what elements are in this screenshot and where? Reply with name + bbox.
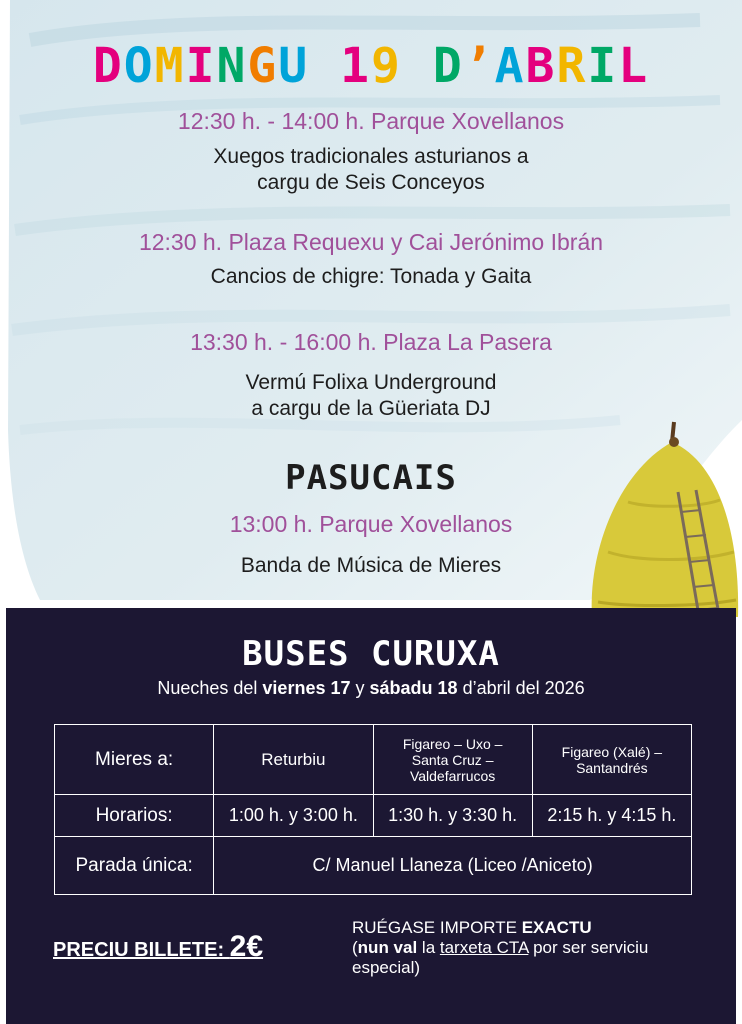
title-letter: O bbox=[123, 38, 155, 94]
event-2-name: Cancios de chigre bbox=[210, 265, 379, 288]
pasucais-description: Banda de Música de Mieres bbox=[240, 554, 502, 577]
title-letter: B bbox=[525, 38, 557, 94]
note-exact: EXACTU bbox=[521, 918, 592, 937]
buses-subtitle-friday: viernes 17 bbox=[262, 678, 351, 698]
title-letter: 9 bbox=[371, 38, 402, 94]
table-cell: 1:00 h. y 3:00 h. bbox=[214, 795, 373, 837]
buses-subtitle-saturday: sábadu 18 bbox=[369, 678, 458, 698]
table-cell: Horarios: bbox=[55, 795, 214, 837]
table-cell: Figareo – Uxo – Santa Cruz – Valdefarrucos bbox=[373, 725, 532, 795]
table-cell: Returbiu bbox=[214, 725, 373, 795]
event-2-desc-rest: : Tonada y Gaita bbox=[378, 265, 532, 288]
title-letter: D bbox=[432, 38, 464, 94]
note-part: RUÉGASE IMPORTE bbox=[352, 918, 522, 937]
event-1-desc-line2: cargu de Seis Conceyos bbox=[257, 171, 485, 194]
ticket-price-label: PRECIU BILLETE: bbox=[53, 939, 230, 961]
buses-subtitle-year: d’abril del 2026 bbox=[457, 678, 585, 698]
title-letter: L bbox=[618, 38, 650, 94]
table-cell: 1:30 h. y 3:30 h. bbox=[373, 795, 532, 837]
page-title bbox=[0, 38, 742, 94]
table-row bbox=[55, 725, 692, 795]
ticket-price bbox=[53, 930, 263, 964]
pasucais-title: PASUCAIS bbox=[285, 458, 457, 498]
event-1-description bbox=[0, 144, 742, 196]
buses-subtitle-a: Nueches del bbox=[157, 678, 263, 698]
title-letter: N bbox=[216, 38, 248, 94]
event-2-description bbox=[0, 264, 742, 290]
note-not-valid: nun val bbox=[357, 938, 418, 957]
table-row bbox=[55, 795, 692, 837]
note-part: ( bbox=[352, 938, 358, 957]
title-letter: M bbox=[154, 38, 186, 94]
note-card-name: tarxeta CTA bbox=[439, 938, 529, 957]
buses-subtitle-and: y bbox=[350, 678, 370, 698]
event-3-schedule: 13:30 h. - 16:00 h. Plaza La Pasera bbox=[190, 329, 552, 355]
table-cell: Parada única: bbox=[55, 837, 214, 895]
note-part: la bbox=[417, 938, 440, 957]
table-cell: 2:15 h. y 4:15 h. bbox=[532, 795, 691, 837]
title-letter: I bbox=[185, 38, 217, 94]
haystack-illustration bbox=[588, 412, 742, 632]
event-1-name: Xuegos tradicionales asturianos bbox=[213, 145, 512, 168]
event-2-schedule: 12:30 h. Plaza Requexu y Cai Jerónimo Ibrán bbox=[138, 229, 604, 255]
payment-note bbox=[352, 918, 712, 978]
title-letter bbox=[309, 38, 340, 94]
title-letter bbox=[402, 38, 433, 94]
event-1-schedule: 12:30 h. - 14:00 h. Parque Xovellanos bbox=[177, 108, 565, 134]
event-3-desc-line2: a cargu de la Güeriata DJ bbox=[251, 397, 491, 420]
title-letter: ’ bbox=[463, 38, 495, 94]
title-letter: G bbox=[247, 38, 279, 94]
event-3-name: Vermú Folixa Underground bbox=[245, 371, 497, 394]
table-row bbox=[55, 837, 692, 895]
title-letter: R bbox=[556, 38, 588, 94]
pasucais-schedule: 13:00 h. Parque Xovellanos bbox=[229, 511, 513, 537]
title-letter: 1 bbox=[340, 38, 371, 94]
table-cell: Mieres a: bbox=[55, 725, 214, 795]
note-part: por ser serviciu especial) bbox=[352, 938, 649, 977]
title-letter: A bbox=[494, 38, 526, 94]
bus-schedule-table bbox=[54, 724, 692, 895]
table-cell: C/ Manuel Llaneza (Liceo /Aniceto) bbox=[214, 837, 692, 895]
title-letter: I bbox=[587, 38, 619, 94]
buses-subtitle bbox=[0, 678, 742, 699]
title-letter: D bbox=[92, 38, 124, 94]
ticket-price-value: 2€ bbox=[229, 930, 264, 963]
event-1-desc-rest: a bbox=[511, 145, 529, 168]
title-letter: U bbox=[278, 38, 310, 94]
table-cell: Figareo (Xalé) – Santandrés bbox=[532, 725, 691, 795]
buses-title: BUSES CURUXA bbox=[242, 634, 500, 674]
